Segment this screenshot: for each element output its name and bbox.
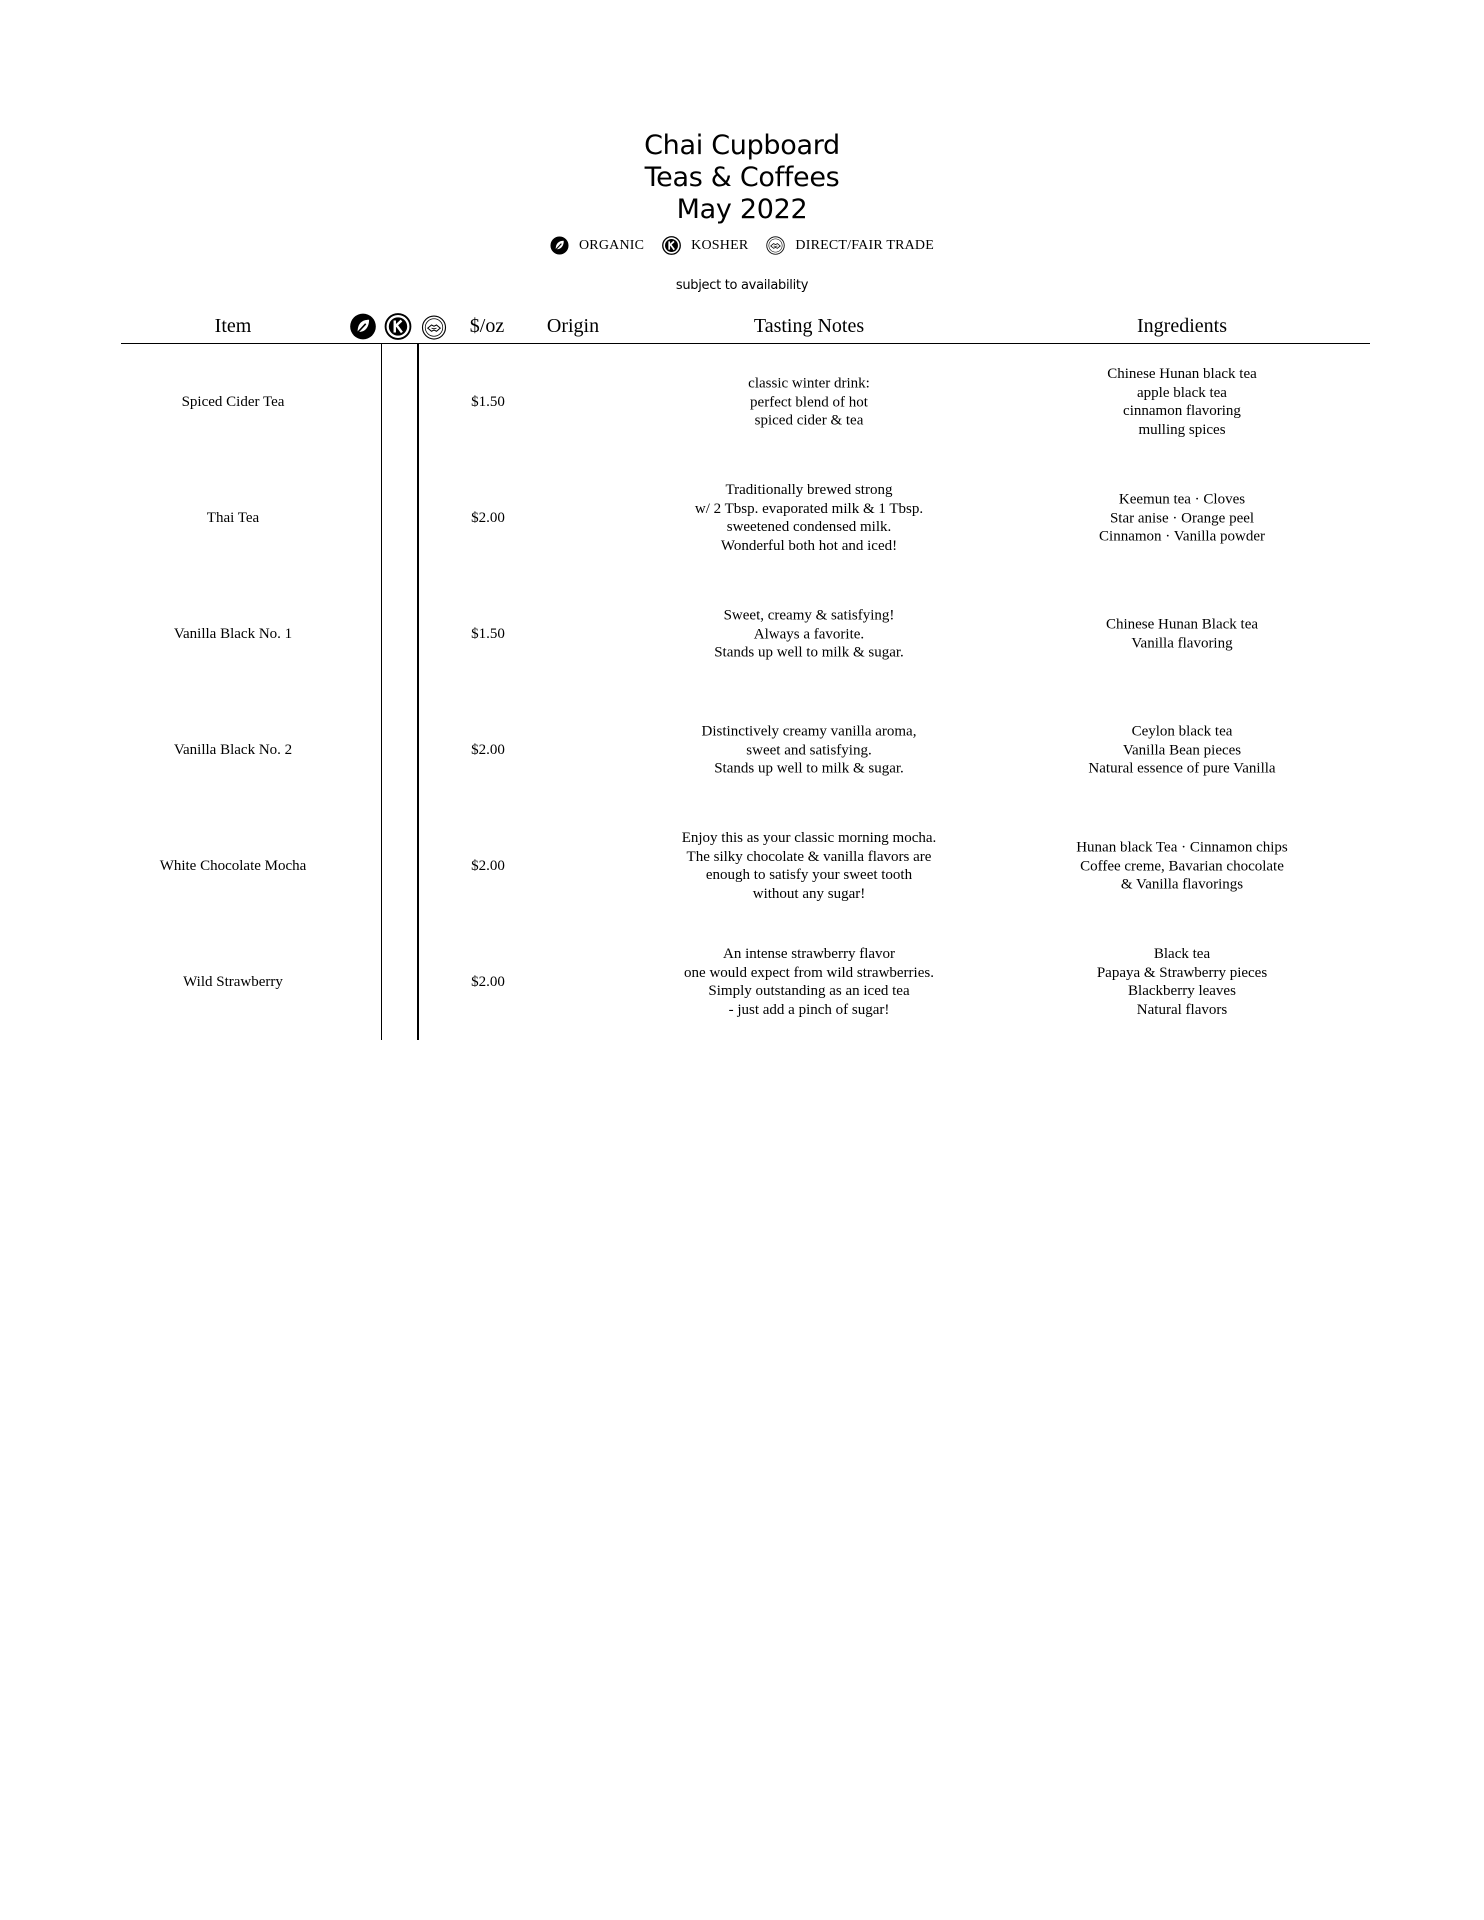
tasting-notes [702, 722, 917, 778]
ingredient-line: Cinnamon · Vanilla powder [1099, 528, 1265, 545]
ingredients [1088, 722, 1275, 778]
tasting-note-line: without any sugar! [752, 885, 866, 902]
tasting-note-line: Wonderful both hot and iced! [720, 537, 898, 554]
item-name: Wild Strawberry [183, 973, 283, 990]
column-header-origin: Origin [546, 315, 600, 337]
tasting-note-line: sweetened condensed milk. [726, 519, 892, 535]
ingredient-line: Chinese Hunan black tea [1107, 366, 1257, 382]
tasting-notes [748, 374, 870, 430]
tasting-note-line: Sweet, creamy & satisfying! [723, 607, 895, 624]
tasting-note-line: sweet and satisfying. [746, 741, 872, 758]
ingredient-line: Star anise · Orange peel [1109, 509, 1255, 526]
organic-leaf-icon [550, 236, 569, 255]
ingredients [1099, 490, 1265, 546]
tasting-note-line: perfect blend of hot [750, 393, 868, 410]
menu-title [0, 130, 1484, 226]
ingredient-line: Black tea [1153, 946, 1211, 962]
tasting-note-line: Distinctively creamy vanilla aroma, [701, 723, 917, 740]
availability-note: subject to availability [675, 278, 809, 293]
tasting-note-line: classic winter drink: [748, 375, 870, 392]
tasting-note-line: spiced cider & tea [754, 412, 864, 429]
ingredient-line: Hunan black Tea · Cinnamon chips [1076, 839, 1288, 856]
ingredient-line: mulling spices [1138, 421, 1226, 438]
table-row [0, 344, 1484, 460]
tasting-notes [695, 481, 923, 555]
tasting-notes [682, 829, 937, 903]
tasting-note-line: - just add a pinch of sugar! [728, 1001, 890, 1018]
table-row [0, 924, 1484, 1040]
item-name: Vanilla Black No. 1 [173, 625, 293, 642]
item-name: White Chocolate Mocha [159, 857, 307, 874]
item-price: $2.00 [471, 509, 505, 526]
organic-leaf-icon [350, 313, 377, 340]
legend-kosher [662, 236, 748, 255]
ingredient-line: Ceylon black tea [1131, 723, 1233, 740]
ingredients [1097, 945, 1267, 1019]
ingredient-line: Chinese Hunan Black tea [1105, 616, 1259, 633]
item-name: Thai Tea [206, 509, 260, 526]
item-price: $2.00 [471, 973, 505, 990]
ingredient-line: apple black tea [1137, 384, 1227, 401]
ingredient-line: Natural flavors [1136, 1001, 1228, 1018]
legend-label-kosher: KOSHER [691, 237, 749, 253]
ingredient-line: cinnamon flavoring [1123, 403, 1241, 419]
item-name: Spiced Cider Tea [181, 393, 285, 410]
ingredient-line: Papaya & Strawberry pieces [1096, 964, 1268, 981]
table-row [0, 576, 1484, 692]
tasting-notes [714, 606, 904, 662]
kosher-k-icon [662, 236, 681, 255]
table-row [0, 460, 1484, 576]
tasting-note-line: The silky chocolate & vanilla flavors are [686, 848, 932, 865]
tasting-note-line: Stands up well to milk & sugar. [714, 644, 904, 661]
table-row [0, 692, 1484, 808]
legend-label-organic: ORGANIC [578, 237, 645, 253]
item-name: Vanilla Black No. 2 [173, 741, 293, 758]
ingredient-line: Vanilla flavoring [1131, 635, 1233, 651]
icon-legend [0, 236, 1484, 255]
title-line-date: May 2022 [676, 194, 808, 225]
legend-fair-trade [766, 236, 934, 255]
tasting-notes [684, 945, 934, 1019]
ingredient-line: Coffee creme, Bavarian chocolate [1080, 857, 1284, 874]
item-price: $2.00 [471, 857, 505, 874]
legend-label-fair-trade: DIRECT/FAIR TRADE [795, 237, 934, 253]
tasting-note-line: one would expect from wild strawberries. [684, 964, 934, 981]
table-header [0, 310, 1484, 344]
ingredients [1076, 838, 1288, 894]
column-header-tasting-notes: Tasting Notes [753, 315, 865, 337]
title-line-shop: Chai Cupboard [644, 130, 840, 161]
ingredient-line: Keemun tea · Cloves [1118, 491, 1246, 508]
kosher-k-icon [385, 313, 412, 340]
tasting-note-line: enough to satisfy your sweet tooth [705, 867, 913, 883]
tasting-note-line: Simply outstanding as an iced tea [708, 983, 910, 999]
tasting-note-line: An intense strawberry flavor [722, 946, 896, 962]
ingredients [1106, 616, 1258, 653]
column-header-ingredients: Ingredients [1137, 315, 1227, 337]
item-price: $1.50 [471, 393, 505, 410]
item-price: $2.00 [471, 741, 505, 758]
tasting-note-line: w/ 2 Tbsp. evaporated milk & 1 Tbsp. [694, 500, 924, 517]
ingredient-line: Natural essence of pure Vanilla [1088, 760, 1276, 777]
ingredients [1107, 365, 1257, 439]
tasting-note-line: Enjoy this as your classic morning mocha. [681, 830, 937, 846]
item-price: $1.50 [471, 625, 505, 642]
tasting-note-line: Traditionally brewed strong [725, 482, 893, 498]
legend-organic [550, 236, 644, 255]
tasting-note-line: Always a favorite. [753, 625, 865, 642]
fair-trade-handshake-icon [422, 315, 447, 340]
ingredient-line: Vanilla Bean pieces [1122, 741, 1242, 758]
ingredient-line: & Vanilla flavorings [1120, 876, 1244, 893]
column-header-price: $/oz [469, 315, 505, 337]
fair-trade-handshake-icon [766, 236, 785, 255]
table-row [0, 808, 1484, 924]
column-header-item: Item [214, 315, 252, 337]
title-line-category: Teas & Coffees [644, 162, 840, 193]
tasting-note-line: Stands up well to milk & sugar. [714, 760, 904, 777]
ingredient-line: Blackberry leaves [1128, 983, 1236, 999]
